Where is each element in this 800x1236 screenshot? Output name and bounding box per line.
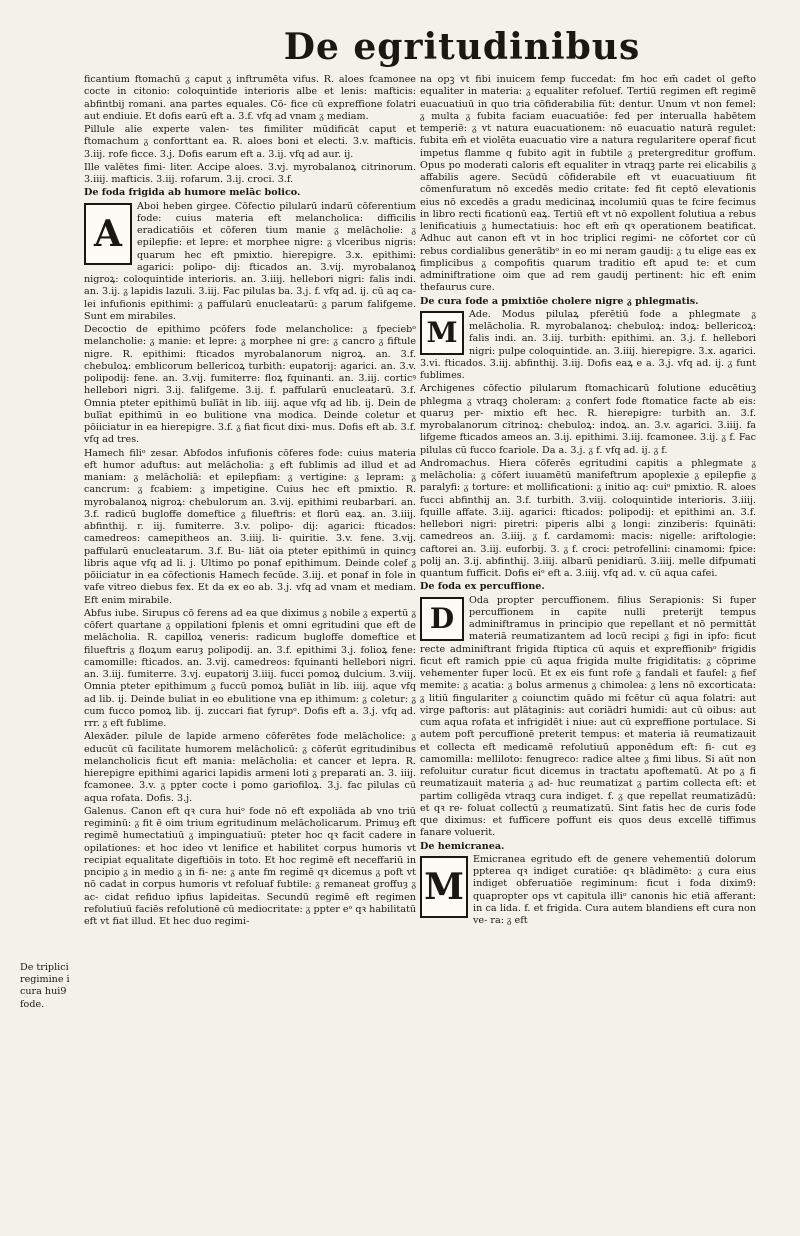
section-heading: De foda ex percuffione. [420,581,545,593]
paragraph: Hamech filiᵒ zesar. Abfodos infufionis cōferes fode: cuius materia eft humor aduftus: aut melācholia: ᵹ eft fublimis ad illud et ad maniam: ᵹ melācholiā: et epilepfiam: ᵹ vertigine: ᵹ lepram: ᵹ cancrum: ᵹ fcabiem: ᵹ impetigine. Cuius hec eft pmixtio. R. myrobalanoꝝ nigroꝝ: chebulorum an. 3.vij. epithimi reubarbari. an. 3.f. radicū bugloffe domeftice ᵹ filueftris: et florū eaꝝ. an. 3.iiij. abfinthij. r. iij. fumiterre. 3.v. polipo- dij: agarici: fticados: camedreos: camepitheos an. 3.iiij. li- quiritie. 3.v. fene. 3.vij. paffularū enucleatarum. 3.f. Bu- liāt oia pteter epithimū in quincȝ libris aque vfq ad li. j. Ultimo po ponaf epithimum. Deinde colef ᵹ pōiiciatur in ea cōfectionis Hamech fecūde. 3.iij. et ponaf in fole in vafe vitreo diebus fex. Et da ex eo ab. 3.j. vfq ad vnam et mediam. Eft enim mirabile. [84,447,416,606]
margin-note: De triplici regimine i cura hui9 fode. [20,962,70,1010]
running-title: De egritudinibus [283,26,641,68]
paragraph: Ade. Modus pilulaꝝ pferētiū fode a phlegmate ᵹ melācholia. R. myrobalanoꝝ: chebuloꝝ: indoꝝ: bellericoꝝ: falis indi. an. 3.iij. turbith: epithimi. an. 3.j. f. hellebori nigri: pulpe coloquintide. an. 3.iiij. hierepigre. 3.x. agarici. 3.vi. fticados. 3.iij. abfinthij. 3.iij. Dofis eaꝝ e a. 3.j. vfq ad. ij. ᵹ funt fublimes. [420,308,756,381]
paragraph: Abfus iube. Sirupus cō ferens ad ea que diximus ᵹ nobile ᵹ expertū ᵹ cōfert quartane ᵹ oppilationi fplenis et omni egritudini que eft de melācholia. R. capilloꝝ veneris: radicum bugloffe domeftice et filueftris ᵹ floꝝum earuȝ polipodij. an. 3.f. epithimi 3.j. folioꝝ fene: camomille: fticados. an. 3.vij. camedreos: fquinanti hellebori nigri. an. 3.iij. fumiterre. 3.vj. eupatorij 3.iiij. fucci pomoꝝ dulcium. 3.viij. Omnia pteter epithimum ᵹ fuccū pomoꝝ bulīāt in lib. iiij. aque vfq ad lib. ij. Deinde buliat in eo ebulitione vna ep ithimum: ᵹ coletur: ᵹ cum fucco pomoꝝ lib. ij. zuccari fiat fyrupᵒ. Dofis eft a. 3.j. vfq ad. rrr. ᵹ eft fublime. [84,607,416,729]
section-heading: De cura fode a pmixtiōe cholere nigre ᵹ phlegmatis. [420,295,699,307]
section-heading: De hemicranea. [420,840,505,852]
decorated-initial: D [420,597,464,641]
paragraph: Galenus. Canon eft qꝛ cura huiᵒ fode nō eft expoliāda ab vno triū regiminū: ᵹ fit ē oim trium egritudinum melācholicarum. Primuȝ eft regimē humectatiuū ᵹ impinguatiuū: pteter hoc qꝛ facit cadere in opilationes: et hoc ideo vt lenifice et habilitet corpus humoris vt recipiat equalitate digeftiōis in toto. Et hoc regimē eft neceffariū in pncipio ᵹ in medio ᵹ in fi- ne: ᵹ ante fm regimē qꝛ dicemus ᵹ poft vt nō cadat in corpus humoris vt refoluaf fubtile: ᵹ remaneat groffuȝ ᵹ ac- cidat refiduo ipfius lapideitas. Secundū regimē eft regimen refolutiuū faciēs refolutionē cū mediocritate: ᵹ ppter eᵒ qꝛ habilitatū eft vt fiat illud. Et hec duo regimi- [84,805,416,927]
paragraph: Pillule alie experte valen- tes fimiliter mūdificāt caput et ftomachum ᵹ conforttant ea. R. aloes boni et electi. 3.v. mafticis. 3.iij. rofe ficce. 3.j. Dofis earum eft a. 3.ij. vfq ad aur. ij. [84,124,416,160]
paragraph: na opꝫ vt fibi inuicem femp fuccedat: fm hoc em̄ cadet ol gefto equaliter in materia: ᵹ equaliter refoluef. Tertiū regimen eft regimē euacuatiuū in quo tria cōfiderabilia fūt: dentur. Unum vt non femel: ᵹ multa ᵹ fubita faciam euacuatiōe: fed per interualla habētem temperiē: ᵹ vt natura euacuationem: nō euacuatio naturā regulet: fubita em̄ et violēta euacuatio vire a natura regularitere operaf ficut impetus flamme q fubito agit in fubtile ᵹ pretergreditur groffum. Opus po moderati caloris eft equaliter in vtraqꝫ parte rei elicabilis ᵹ affabilis agere. Secūdū cōfiderabile eft vt euacuatiuum fit cōmenfuratum nō excedēs medio critate: fed fit ceptō elevationis eius nō excedēs a gradu medicinaꝝ incolumiū quas te fcire fecimus in libro recti ficationū eaꝝ. Tertiū eft vt nō expollent folutiua a rebus lenificatiuis ᵹ humectatiuis: hoc eft em̄ qꝛ operationem beatificat. Adhuc aut canon eft vt in hoc triplici regimi- ne cōfortet cor cū rebus cordialibus generātibᵒ in eo mi neram gaudij: ᵹ tu elige eas ex fimplicibus ᵹ compofitis quarum traditio eft apud te: et cum adminiftratione oim que ad rem gaudij pertinent: hic eft enim thefaurus cure. [420,74,756,294]
paragraph: Decoctio de epithimo pcōfers fode melancholice: ᵹ fpeciebᵒ melancholie: ᵹ manie: et lepre: ᵹ morphee ni gre: ᵹ cancro ᵹ fiftule nigre. R. epithimi: fticados myrobalanorum nigroꝝ. an. 3.f. chebuloꝝ: emblicorum bellericoꝝ turbith: eupatorij: agarici. an. 3.v. polipodij: fene. an. 3.vij. fumiterre: floꝝ fquinanti. an. 3.iij. corticꝰ hellebori nigri. 3.ij. falifgeme. 3.ij. f. paffularū enucleatarū. 3.f. Omnia pteter epithimū bulīāt in lib. iiij. aque vfq ad lib. ij. Dein de bulīat epithimū in eo bulitione vna modica. Deinde coletur et pōiiciatur in ea hierepigre. 3.f. ᵹ fiat ficut dixi- mus. Dofis eft ab. 3.f. vfq ad tres. [84,324,416,446]
decorated-initial: A [84,203,132,265]
paragraph: Alexāder. pilule de lapide armeno cōferētes fode melācholice: ᵹ educūt cū facilitate humorem melācholicū: ᵹ cōferūt egritudinibus melancholicis ficut eft mania: melācholia: et cancer et lepra. R. hierepigre epithimi agarici lapidis armeni loti ᵹ preparati an. 3. iiij. fcamonee. 3.v. ᵹ ppter cocte i pomo gariofiloꝝ. 3.j. fac pilulas cū aqua rofata. Dofis. 3.j. [84,731,416,804]
decorated-initial: M [420,856,468,918]
decorated-initial: M [420,311,464,355]
section-heading: De foda frigida ab humore melāc bolico. [84,187,301,199]
paragraph: Emicranea egritudo eft de genere vehementiū dolorum ppterea qꝛ indiget curatiōe: qꝛ blādimēto: ᵹ cura eius indiget obferuatiōe regiminum: ficut i foda dixim9: quapropter ops vt capitula illiᵒ canonis hic etiā afferant: in ca lida. f. et frigida. Cura autem blandiens eft cura non ve- ra: ᵹ eft [473,853,756,926]
paragraph: Andromachus. Hiera cōferēs egritudini capitis a phlegmate ᵹ melācholia: ᵹ cōfert iuuamētū manifeftrum apoplexie ᵹ epilepfie ᵹ paralyfi: ᵹ torture: et mollificationi: ᵹ initio aq: cuiᵒ pmixtio. R. aloes fucci abfinthij an. 3.f. turbith. 3.viij. coloquintide interioris. 3.iiij. fquille affate. 3.iij. agarici: fticados: polipodij: et epithimi an. 3.f. hellebori nigri: piretri: piperis albi ᵹ longi: zinziberis: fquināti: camedreos an. 3.iiij. ᵹ f. cardamomi: macis: nigelle: ariftologie: caftorei an. 3.iij. euforbij. 3. ᵹ f. croci: petrofellini: cinamomi: fpice: polij an. 3.ij. abfinthij. 3.iiij. albarū penidiarū. 3.iiij. melle difpumati quantum fufficit. Dofis eiᵒ eft a. 3.iiij. vfq ad. v. cū aqua cafei. [420,457,756,579]
paragraph: Archigenes cōfectio pilularum ftomachicarū folutione educētiuꝫ phlegma ᵹ vtraqꝫ choleram: ᵹ confert fode ftomatice facte ab eis: quaruȝ per- mixtio eft hec. R. hierepigre: turbith an. 3.f. myrobalanorum citrinoꝝ: chebuloꝝ: indoꝝ. an. 3.v. agarici. 3.iiij. fa lifgeme fticados ameos an. 3.ij. epithimi. 3.iij. fcamonee. 3.ij. ᵹ f. Fac pilulas cū fucco fcariole. Da a. 3.j. ᵹ f. vfq ad. ij. ᵹ f. [420,383,756,456]
right-column [420,74,756,928]
paragraph: Oda propter percuffionem. filius Serapionis: Si fuper percuffionem in capite nulli preterijt tempus adminiftramus in principio que repellant et nō permittāt materiā reumatizantem ad locū recipi ᵹ figi in ipfo: ficut recte adminiftrant frigida ftiptica cū aquis et expreffionibᵒ frigidis ficut eft ramich ppie cū aqua frigida multe frigiditatis: ᵹ cōprime vehementer fuper locū. Et ex eis funt rofe ᵹ fandali et faufel: ᵹ fief memite: ᵹ acatia: ᵹ bolus armenus ᵹ chimolea: ᵹ lens nō excorticata: ᵹ litiū fingulariter ᵹ coiunctim quādo mi fcētur cū aqua folatri: aut virge paftoris: aut plātaginis: aut coriādri humidi: aut cū oibus: aut cum aqua rofata et infrigidēt i niue: aut cū expreffione portulace. Si autem poft percuffionē preterit tempus: et materia iā reumatizauit et collecta eft medicamē refolutiuū apponēdum eft: fi- cut eȝ camomilla: melliloto: fenugreco: radice altee ᵹ fimi libus. Si aūt non refoluitur curatur ficut dicemus in tractatu apoftematū. At po ᵹ fi reumatizauit materia ᵹ ad- huc reumatizat ᵹ partim collecta eft: et partim colligēda vtraqꝫ cura indiget. f. ᵹ que repellat reumatizādū: et qꝛ re- foluat collectū ᵹ reumatizatū. Sint fatis hec de curis fode que diximus: et fufficere poffunt eis quos deus excellē tiffimus fanare voluerit. [420,594,756,839]
paragraph: Aboi heben girgee. Cōfectio pilularū indarū cōferentium fode: cuius materia eft melancholica: difficilis eradicatiōis et cōferen tium manie ᵹ melācholie: ᵹ epilepfie: et lepre: et morphee nigre: ᵹ vlceribus nigris: quarum hec eft pmixtio. hierepigre. 3.x. epithimi: agarici: polipo- dij: fticados an. 3.vij. myrobalanoꝝ nigroꝝ: coloquintide interioris. an. 3.iiij. hellebori nigri: falis indi. an. 3.ij. ᵹ lapidis lazuli. 3.iij. Fac pilulas ba. 3.j. f. vfq ad. ij. cū aq ca- lei infufionis epithimi: ᵹ paffularū enucleatarū: ᵹ parum falifgeme. Sunt em mirabiles. [84,200,416,322]
paragraph: ficantium ftomachū ᵹ caput ᵹ inftrumēta vifus. R. aloes fcamonee cocte in citonio: coloquintide interioris albe et lenis: mafticis: abfintbij romani. ana partes equales. Cō- fice cū expreffione folatri aut endiuie. Et dofis earū eft a. 3.f. vfq ad vnam ᵹ mediam. [84,74,416,122]
left-column [84,74,416,929]
paragraph: Ille valētes fimi- liter. Accipe aloes. 3.vj. myrobalanoꝝ citrinorum. 3.iiij. mafticis. 3.iij. rofarum. 3.ij. croci. 3.f. [84,161,416,185]
page-header [0,26,800,68]
